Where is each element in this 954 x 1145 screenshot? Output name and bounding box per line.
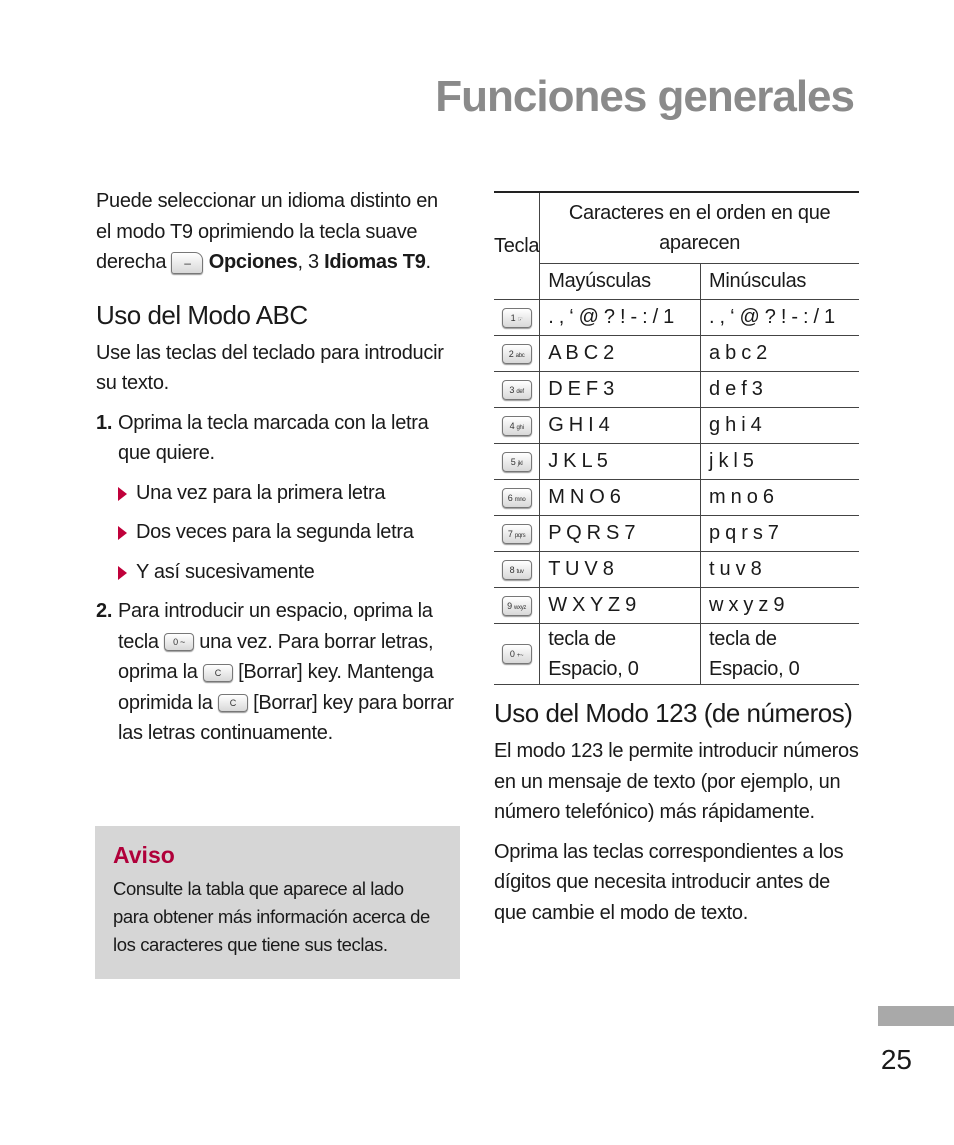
keypad-key-icon: 5 jkl (502, 452, 532, 472)
lower-cell: g h i 4 (701, 408, 859, 444)
upper-cell: D E F 3 (540, 372, 701, 408)
right-soft-key-icon: – (171, 252, 203, 274)
lower-cell: t u v 8 (701, 552, 859, 588)
key-cell (494, 552, 540, 588)
upper-cell: P Q R S 7 (540, 516, 701, 552)
upper-cell: A B C 2 (540, 336, 701, 372)
keypad-key-icon: 7 pqrs (502, 524, 532, 544)
upper-cell: . , ‘ @ ? ! - : / 1 (540, 300, 701, 336)
key-cell (494, 300, 540, 336)
step-1: 1. Oprima la tecla marcada con la letra que quiere. (96, 411, 429, 464)
key-cell (494, 480, 540, 516)
section-heading-abc: Uso del Modo ABC (96, 299, 308, 330)
keypad-key-icon: 1 ☞ (502, 308, 532, 328)
upper-cell: J K L 5 (540, 444, 701, 480)
table-subheader-row (494, 264, 859, 300)
left-column (96, 186, 456, 749)
page-tab-decoration (878, 1006, 954, 1026)
table-row (494, 336, 859, 372)
key-cell (494, 624, 540, 685)
note-box (95, 826, 460, 979)
intro-paragraph: Puede seleccionar un idioma distinto en el modo T9 oprimiendo la tecla suave derecha – Opciones, 3 Idiomas T9. (96, 190, 438, 273)
upper-cell: W X Y Z 9 (540, 588, 701, 624)
step-2: 2. Para introducir un espacio, oprima la tecla 0 ~ una vez. Para borrar letras, oprima la C [Borrar] key. Mantenga oprimida la C [Borrar] key para borrar las letras continuamente. (96, 600, 454, 744)
right-column (494, 696, 864, 928)
table-row (494, 480, 859, 516)
lower-cell: tecla de Espacio, 0 (701, 624, 859, 685)
header-key: Tecla (494, 192, 540, 300)
upper-cell: G H I 4 (540, 408, 701, 444)
character-table (494, 191, 859, 685)
lower-cell: m n o 6 (701, 480, 859, 516)
key-cell (494, 372, 540, 408)
key-cell (494, 516, 540, 552)
lower-cell: j k l 5 (701, 444, 859, 480)
header-lower: Minúsculas (701, 264, 859, 300)
header-upper: Mayúsculas (540, 264, 701, 300)
lower-cell: a b c 2 (701, 336, 859, 372)
table-row (494, 588, 859, 624)
keypad-key-icon: 9 wxyz (502, 596, 532, 616)
bullet-arrow-icon (118, 526, 127, 540)
upper-cell: M N O 6 (540, 480, 701, 516)
numeric-para-1: El modo 123 le permite introducir números en un mensaje de texto (por ejemplo, un número telefónico) más rápidamente. (494, 740, 859, 823)
bullet-arrow-icon (118, 566, 127, 580)
table-row (494, 408, 859, 444)
key-cell (494, 588, 540, 624)
table-row (494, 624, 859, 685)
keypad-key-icon: 4 ghi (502, 416, 532, 436)
table-row (494, 552, 859, 588)
key-cell (494, 336, 540, 372)
lower-cell: w x y z 9 (701, 588, 859, 624)
note-text: Consulte la tabla que aparece al lado para obtener más información acerca de los caracteres que tiene sus teclas. (113, 878, 430, 955)
table-header-row (494, 192, 859, 264)
upper-cell: T U V 8 (540, 552, 701, 588)
table-row (494, 372, 859, 408)
keypad-key-icon: 8 tuv (502, 560, 532, 580)
lower-cell: p q r s 7 (701, 516, 859, 552)
clear-key-icon: C (203, 664, 233, 682)
section-heading-123: Uso del Modo 123 (de números) (494, 698, 853, 728)
lower-cell: d e f 3 (701, 372, 859, 408)
bullet-arrow-icon (118, 487, 127, 501)
key-cell (494, 408, 540, 444)
bullet-item: Dos veces para la segunda letra (96, 517, 456, 548)
key-cell (494, 444, 540, 480)
bullet-item: Y así sucesivamente (96, 557, 456, 588)
bullet-item: Una vez para la primera letra (96, 478, 456, 509)
table-row (494, 300, 859, 336)
keypad-key-icon: 6 mno (502, 488, 532, 508)
space-key-icon: 0 ~ (164, 633, 194, 651)
abc-intro: Use las teclas del teclado para introducir su texto. (96, 341, 444, 394)
keypad-key-icon: 3 def (502, 380, 532, 400)
table-row (494, 516, 859, 552)
page-number: 25 (880, 1044, 912, 1075)
page-title: Funciones generales (435, 72, 854, 121)
upper-cell: tecla de Espacio, 0 (540, 624, 701, 685)
clear-key-icon: C (218, 694, 248, 712)
keypad-key-icon: 2 abc (502, 344, 532, 364)
numeric-para-2: Oprima las teclas correspondientes a los dígitos que necesita introducir antes de que cambie el modo de texto. (494, 840, 844, 924)
lower-cell: . , ‘ @ ? ! - : / 1 (701, 300, 859, 336)
table-row (494, 444, 859, 480)
keypad-key-icon: 0 +~ (502, 644, 532, 664)
header-chars: Caracteres en el orden en que aparecen (540, 192, 859, 264)
note-heading: Aviso (113, 842, 175, 868)
